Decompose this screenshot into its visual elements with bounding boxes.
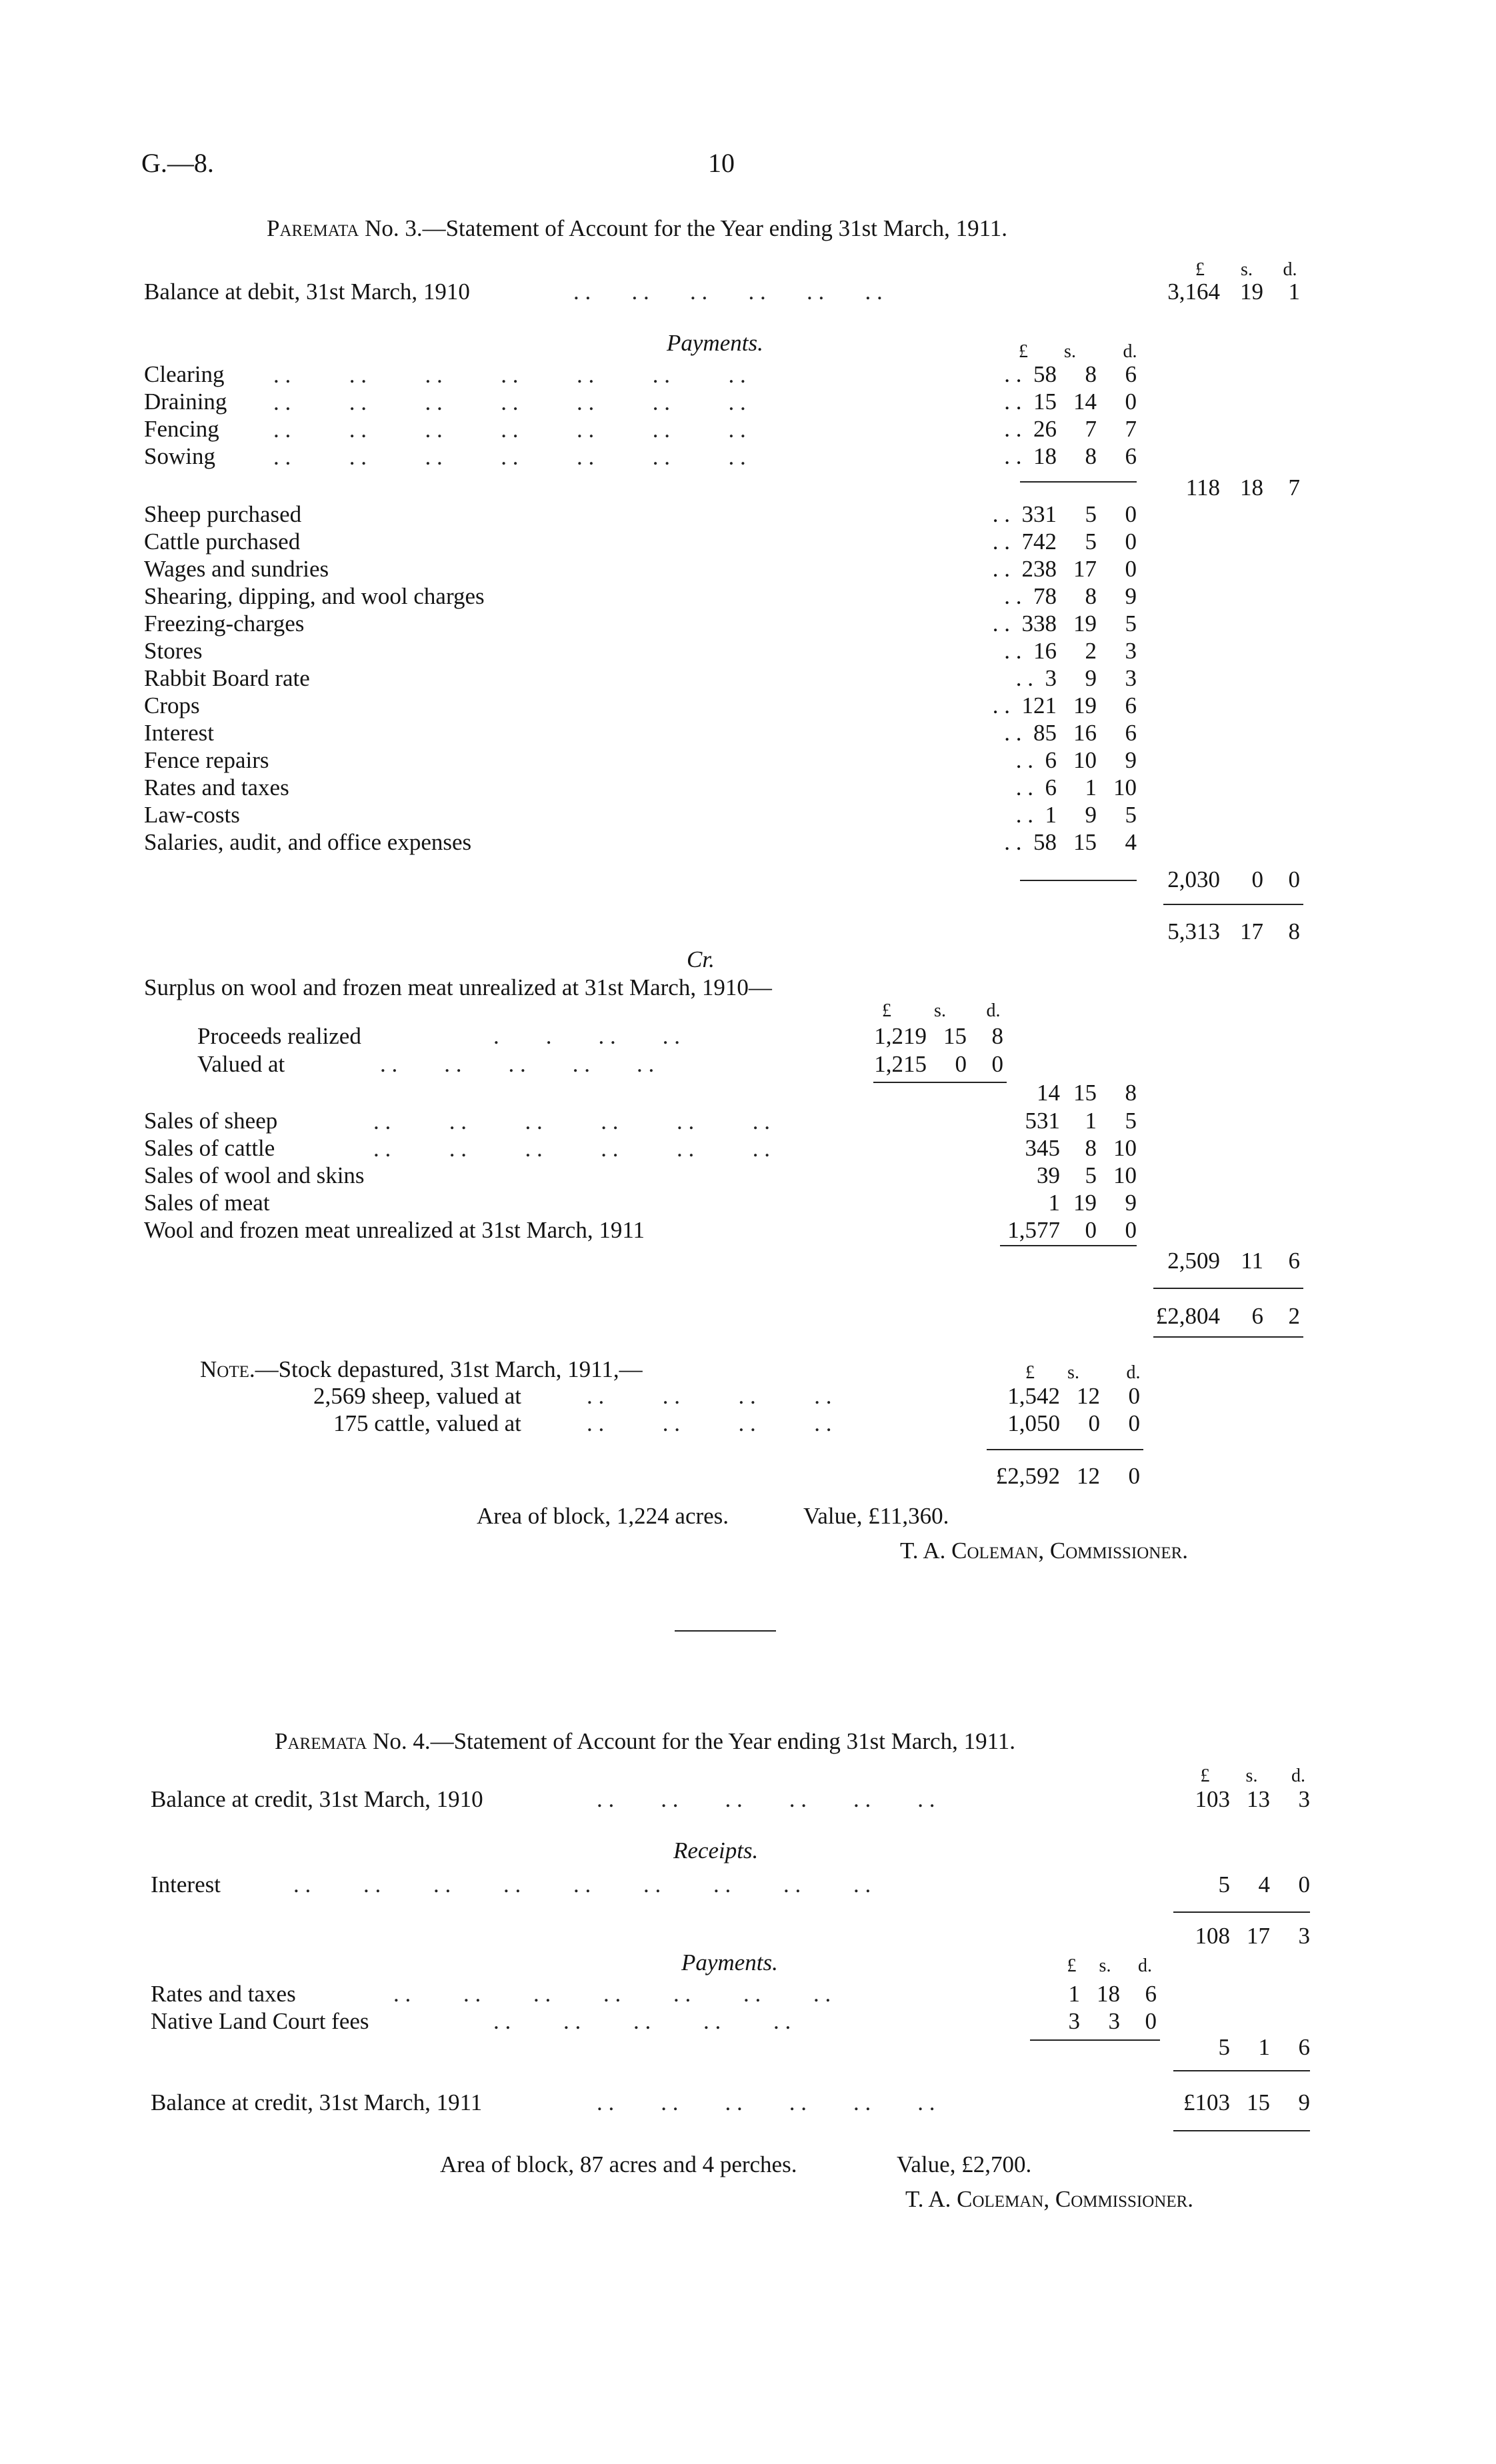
leader-dots: . . . . . . . . . .: [493, 2008, 791, 2034]
acct3-receipt-shillings: 19: [1073, 1190, 1097, 1216]
rule: [1020, 880, 1137, 881]
acct3-note-total-shillings: 12: [1077, 1463, 1100, 1489]
acct3-item-shillings: 5: [1085, 501, 1097, 527]
rule: [1153, 1288, 1303, 1289]
acct3-final-shillings: 6: [1251, 1303, 1263, 1329]
acct3-note-label: Note.: [200, 1356, 255, 1382]
acct3-surplus-label: Surplus on wool and frozen meat unrealized at 31st March, 1910—: [144, 974, 772, 1000]
acct4-closing-pence: 9: [1298, 2089, 1310, 2115]
acct3-item-pence: 9: [1125, 747, 1137, 773]
acct4-payment-pounds: 1: [1068, 1981, 1080, 2007]
acct3-item-pence: 0: [1125, 556, 1137, 582]
acct3-opening-shillings: 19: [1240, 279, 1263, 305]
acct3-item-pounds: . . 78: [1004, 583, 1057, 609]
acct3-surplus-item-pounds: 1,215: [874, 1051, 927, 1077]
acct3-item-shillings: 2: [1085, 638, 1097, 664]
acct3-item-label: Rabbit Board rate: [144, 665, 310, 691]
acct3-receipt-pence: 9: [1125, 1190, 1137, 1216]
acct3-receipt-label: Sales of cattle: [144, 1135, 275, 1161]
acct3-title: [267, 215, 1007, 242]
section-divider: [675, 1630, 776, 1632]
acct3-item-label: Salaries, audit, and office expenses: [144, 829, 472, 855]
acct4-closing-shillings: 15: [1247, 2089, 1270, 2115]
acct4-payment-pence: 0: [1145, 2008, 1157, 2034]
acct3-final-pence: 2: [1288, 1303, 1300, 1329]
acct3-head-pounds: £: [1195, 259, 1205, 280]
acct3-item-shillings: 19: [1073, 692, 1097, 718]
acct3-item-label: Interest: [144, 720, 214, 746]
leader-dots: . . . . . . . . . . . .: [597, 2089, 935, 2115]
rule: [1173, 1911, 1310, 1913]
acct3-value: Value, £11,360.: [803, 1503, 949, 1529]
acct3-item-pence: 5: [1125, 611, 1137, 636]
acct4-payments-total-shillings: 1: [1258, 2034, 1270, 2060]
rule: [1000, 1245, 1137, 1246]
acct3-item-label: Fencing: [144, 416, 219, 442]
acct3-item-pounds: . . 742: [992, 529, 1057, 555]
acct3-item-pounds: . . 85: [1004, 720, 1057, 746]
acct3-receipt-pence: 0: [1125, 1217, 1137, 1243]
acct4-subtotal-shillings: 17: [1247, 1923, 1270, 1949]
acct4-payment-shillings: 3: [1108, 2008, 1120, 2034]
rule: [1030, 2039, 1160, 2041]
acct3-note-item-pounds: 1,542: [1007, 1383, 1060, 1409]
acct3-note-item-shillings: 12: [1077, 1383, 1100, 1409]
acct3-receipts-total-pounds: 2,509: [1167, 1248, 1220, 1274]
leader-dots: . . . . . . . . . . . . . .: [393, 1981, 831, 2007]
acct3-item-pounds: . . 15: [1004, 389, 1057, 415]
acct3-surplus-item-pounds: 1,219: [874, 1023, 927, 1049]
leader-dots: . . . . . . . . . . . . . . . . . . . . . . . . . . . . . . . . . . . . . . . . . . . . . . . . . . . . . . . .: [273, 362, 746, 470]
acct3-head-shillings: s.: [1241, 259, 1253, 280]
acct3-item-pounds: . . 16: [1004, 638, 1057, 664]
acct3-cr-heading: Cr.: [687, 946, 715, 972]
rule: [1163, 904, 1303, 905]
acct3-item-shillings: 9: [1085, 802, 1097, 828]
acct3-item-label: Fence repairs: [144, 747, 269, 773]
rule: [1153, 1336, 1303, 1338]
leader-dots: . . . . . . . . . . . .: [573, 279, 883, 305]
page-number: 10: [708, 148, 735, 178]
acct3-item-label: Shearing, dipping, and wool charges: [144, 583, 485, 609]
acct3-item-pounds: . . 58: [1004, 829, 1057, 855]
acct3-item-label: Sowing: [144, 443, 215, 469]
acct4-head-shillings: s.: [1245, 1766, 1258, 1786]
acct3-note-head-shillings: s.: [1067, 1362, 1079, 1383]
acct3-title-name: Paremata: [267, 215, 359, 241]
acct3-item-pence: 0: [1125, 529, 1137, 555]
rule: [987, 1449, 1143, 1450]
acct3-item-label: Crops: [144, 692, 200, 718]
acct4-head-pence: d.: [1291, 1766, 1305, 1786]
acct3-item-shillings: 19: [1073, 611, 1097, 636]
acct3-item-label: Rates and taxes: [144, 774, 289, 800]
acct3-group1-total-pence: 7: [1288, 475, 1300, 501]
acct3-item-label: Wages and sundries: [144, 556, 329, 582]
acct3-item-shillings: 17: [1073, 556, 1097, 582]
rule: [1173, 2130, 1310, 2131]
acct3-surplus-item-pence: 8: [991, 1023, 1003, 1049]
acct3-item-shillings: 16: [1073, 720, 1097, 746]
leader-dots: . . . . . . . . . . . . . . . . . .: [293, 1871, 871, 1897]
leader-dots: . . . . . . . .: [587, 1410, 832, 1436]
acct3-sum-total-pence: 8: [1288, 918, 1300, 944]
acct3-opening-pounds: 3,164: [1167, 279, 1220, 305]
acct3-col-pounds: £: [1019, 341, 1028, 362]
acct3-surplus-net-shillings: 15: [1073, 1080, 1097, 1106]
acct4-subtotal-pence: 3: [1298, 1923, 1310, 1949]
acct3-receipt-pounds: 531: [1025, 1108, 1060, 1134]
acct3-col-shillings: s.: [1064, 341, 1076, 362]
acct3-receipts-total-pence: 6: [1288, 1248, 1300, 1274]
acct4-payments-heading: Payments.: [681, 1949, 778, 1975]
acct4-subtotal-pounds: 108: [1195, 1923, 1230, 1949]
acct3-item-label: Stores: [144, 638, 203, 664]
acct3-item-shillings: 9: [1085, 665, 1097, 691]
acct3-receipt-pounds: 1: [1048, 1190, 1060, 1216]
acct3-item-pence: 6: [1125, 692, 1137, 718]
acct3-item-pounds: . . 18: [1004, 443, 1057, 469]
acct4-opening-label: Balance at credit, 31st March, 1910: [151, 1786, 483, 1812]
acct3-note-item-shillings: 0: [1088, 1410, 1100, 1436]
acct3-item-pounds: . . 3: [1015, 665, 1057, 691]
acct3-item-pounds: . . 6: [1015, 774, 1057, 800]
acct3-note-item-label: 175 cattle, valued at: [333, 1410, 521, 1436]
acct3-receipt-shillings: 5: [1085, 1162, 1097, 1188]
acct3-item-shillings: 10: [1073, 747, 1097, 773]
acct3-sub-head-shillings: s.: [934, 1000, 946, 1021]
acct3-receipt-label: Sales of wool and skins: [144, 1162, 365, 1188]
acct3-item-pounds: . . 6: [1015, 747, 1057, 773]
acct3-opening-label: Balance at debit, 31st March, 1910: [144, 279, 470, 305]
acct3-surplus-net-pounds: 14: [1037, 1080, 1060, 1106]
acct4-title: [275, 1728, 1015, 1755]
acct3-item-label: Law-costs: [144, 802, 240, 828]
acct3-receipt-pounds: 345: [1025, 1135, 1060, 1161]
acct3-col-pence: d.: [1123, 341, 1137, 362]
acct3-receipt-shillings: 1: [1085, 1108, 1097, 1134]
acct4-area: Area of block, 87 acres and 4 perches.: [440, 2151, 797, 2177]
acct3-payments-heading: Payments.: [667, 330, 763, 356]
acct3-item-shillings: 14: [1073, 389, 1097, 415]
acct3-group2-total-shillings: 0: [1251, 866, 1263, 892]
rule: [1173, 2070, 1310, 2071]
acct3-note-item-label: 2,569 sheep, valued at: [313, 1383, 521, 1409]
acct3-item-label: Freezing-charges: [144, 611, 305, 636]
acct3-note-heading: [200, 1356, 643, 1383]
acct3-receipt-pence: 10: [1113, 1162, 1137, 1188]
acct4-payment-shillings: 18: [1097, 1981, 1120, 2007]
acct3-item-pounds: . . 331: [992, 501, 1057, 527]
acct3-surplus-item-shillings: 15: [943, 1023, 967, 1049]
acct4-closing-pounds: £103: [1183, 2089, 1230, 2115]
acct4-payment-pence: 6: [1145, 1981, 1157, 2007]
acct3-group2-total-pounds: 2,030: [1167, 866, 1220, 892]
acct4-opening-pounds: 103: [1195, 1786, 1230, 1812]
rule: [1020, 481, 1137, 483]
acct4-payment-pounds: 3: [1068, 2008, 1080, 2034]
acct4-opening-shillings: 13: [1247, 1786, 1270, 1812]
acct3-surplus-item-shillings: 0: [955, 1051, 967, 1077]
acct4-payment-label: Native Land Court fees: [151, 2008, 369, 2034]
acct3-opening-pence: 1: [1288, 279, 1300, 305]
acct4-value: Value, £2,700.: [897, 2151, 1032, 2177]
acct3-item-pounds: . . 238: [992, 556, 1057, 582]
leader-dots: . . . . . . . . . .: [380, 1051, 655, 1077]
acct4-interest-pounds: 5: [1218, 1871, 1230, 1897]
acct3-signature: T. A. Coleman, Commissioner.: [900, 1538, 1189, 1564]
acct3-item-pence: 0: [1125, 389, 1137, 415]
acct3-item-pounds: . . 121: [992, 692, 1057, 718]
acct3-item-pence: 4: [1125, 829, 1137, 855]
document-reference: G.—8.: [141, 148, 214, 178]
acct3-receipt-label: Sales of sheep: [144, 1108, 278, 1134]
acct3-item-pence: 6: [1125, 720, 1137, 746]
acct3-item-label: Sheep purchased: [144, 501, 302, 527]
acct3-item-shillings: 8: [1085, 361, 1097, 387]
acct3-final-pounds: £2,804: [1155, 1303, 1220, 1329]
acct3-item-shillings: 8: [1085, 583, 1097, 609]
acct3-item-pence: 3: [1125, 638, 1137, 664]
acct3-sub-head-pence: d.: [986, 1000, 1001, 1021]
acct3-item-pounds: . . 338: [992, 611, 1057, 636]
acct4-payments-total-pounds: 5: [1218, 2034, 1230, 2060]
acct4-payments-total-pence: 6: [1298, 2034, 1310, 2060]
acct3-title-text: No. 3.—Statement of Account for the Year ending 31st March, 1911.: [365, 215, 1008, 241]
acct3-item-pence: 3: [1125, 665, 1137, 691]
acct3-group1-total-pounds: 118: [1185, 475, 1220, 501]
acct4-pay-head-pence: d.: [1138, 1955, 1152, 1976]
acct4-closing-label: Balance at credit, 31st March, 1911: [151, 2089, 483, 2115]
acct3-item-pounds: . . 1: [1015, 802, 1057, 828]
acct3-note-head-pence: d.: [1126, 1362, 1141, 1383]
acct4-title-name: Paremata: [275, 1728, 367, 1754]
acct3-receipt-label: Wool and frozen meat unrealized at 31st March, 1911: [144, 1217, 645, 1243]
acct3-receipt-shillings: 8: [1085, 1135, 1097, 1161]
acct4-head-pounds: £: [1200, 1766, 1210, 1786]
acct3-group2-total-pence: 0: [1288, 866, 1300, 892]
acct3-sub-head-pounds: £: [882, 1000, 891, 1021]
acct4-receipts-heading: Receipts.: [673, 1838, 759, 1863]
acct3-surplus-net-pence: 8: [1125, 1080, 1137, 1106]
acct3-note-total-pence: 0: [1128, 1463, 1140, 1489]
acct3-item-label: Clearing: [144, 361, 225, 387]
leader-dots: . . . . . . . .: [587, 1383, 832, 1409]
acct3-item-shillings: 7: [1085, 416, 1097, 442]
acct3-item-shillings: 8: [1085, 443, 1097, 469]
acct3-item-pence: 6: [1125, 361, 1137, 387]
acct3-item-pounds: . . 26: [1004, 416, 1057, 442]
acct3-receipt-pence: 5: [1125, 1108, 1137, 1134]
acct3-receipt-pounds: 39: [1037, 1162, 1060, 1188]
acct3-item-shillings: 5: [1085, 529, 1097, 555]
acct4-title-text: No. 4.—Statement of Account for the Year ending 31st March, 1911.: [373, 1728, 1016, 1754]
leader-dots: . . . . . . . . . . . . . . . . . . . . . . . .: [373, 1108, 770, 1162]
acct3-item-pounds: . . 58: [1004, 361, 1057, 387]
acct3-receipt-shillings: 0: [1085, 1217, 1097, 1243]
acct3-surplus-item-label: Proceeds realized: [197, 1023, 361, 1049]
acct3-receipt-pence: 10: [1113, 1135, 1137, 1161]
acct3-area: Area of block, 1,224 acres.: [477, 1503, 729, 1529]
acct3-note-item-pence: 0: [1128, 1383, 1140, 1409]
acct3-item-pence: 5: [1125, 802, 1137, 828]
acct3-note-total-pounds: £2,592: [995, 1463, 1060, 1489]
acct3-item-pence: 9: [1125, 583, 1137, 609]
acct3-item-pence: 7: [1125, 416, 1137, 442]
leader-dots: . . . . . .: [493, 1023, 680, 1049]
acct3-surplus-item-label: Valued at: [197, 1051, 285, 1077]
acct3-item-pence: 10: [1113, 774, 1137, 800]
acct4-interest-pence: 0: [1298, 1871, 1310, 1897]
acct4-opening-pence: 3: [1298, 1786, 1310, 1812]
acct3-note-text: —Stock depastured, 31st March, 1911,—: [255, 1356, 643, 1382]
acct4-pay-head-pounds: £: [1067, 1955, 1077, 1976]
acct3-item-pence: 6: [1125, 443, 1137, 469]
acct4-payment-label: Rates and taxes: [151, 1981, 296, 2007]
acct3-surplus-item-pence: 0: [991, 1051, 1003, 1077]
acct3-item-label: Draining: [144, 389, 227, 415]
acct3-item-shillings: 1: [1085, 774, 1097, 800]
acct3-item-label: Cattle purchased: [144, 529, 301, 555]
acct4-interest-label: Interest: [151, 1871, 221, 1897]
acct4-pay-head-shillings: s.: [1099, 1955, 1111, 1976]
acct3-item-shillings: 15: [1073, 829, 1097, 855]
acct4-interest-shillings: 4: [1258, 1871, 1270, 1897]
acct3-sum-total-pounds: 5,313: [1167, 918, 1220, 944]
acct3-receipt-label: Sales of meat: [144, 1190, 270, 1216]
acct3-note-item-pence: 0: [1128, 1410, 1140, 1436]
acct4-signature: T. A. Coleman, Commissioner.: [905, 2186, 1194, 2212]
acct3-receipt-pounds: 1,577: [1007, 1217, 1060, 1243]
leader-dots: . . . . . . . . . . . .: [597, 1786, 935, 1812]
acct3-sum-total-shillings: 17: [1240, 918, 1263, 944]
acct3-receipts-total-shillings: 11: [1241, 1248, 1263, 1274]
acct3-note-head-pounds: £: [1025, 1362, 1035, 1383]
acct3-note-item-pounds: 1,050: [1007, 1410, 1060, 1436]
acct3-item-pence: 0: [1125, 501, 1137, 527]
acct3-group1-total-shillings: 18: [1240, 475, 1263, 501]
acct3-head-pence: d.: [1283, 259, 1297, 280]
